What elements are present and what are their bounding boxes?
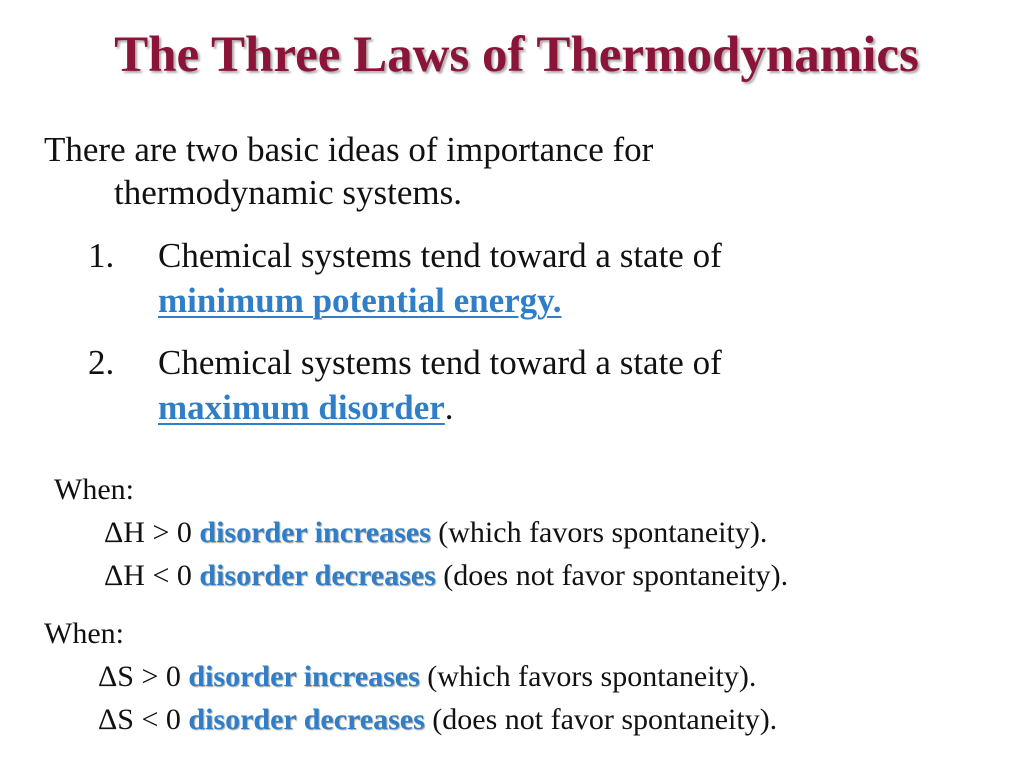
intro-line-1: There are two basic ideas of importance for [44, 130, 654, 169]
intro-line-2: thermodynamic systems. [114, 173, 463, 212]
condition-expression: ΔH < 0 [104, 559, 192, 592]
condition-row [54, 511, 788, 554]
condition-note: (does not favor spontaneity). [432, 703, 778, 736]
slide-title: The Three Laws of Thermodynamics [114, 27, 919, 83]
condition-keyword: disorder decreases [188, 703, 425, 736]
list-item-statement: Chemical systems tend toward a state of [158, 343, 722, 382]
list-number: 2. [88, 343, 115, 382]
condition-row [54, 554, 788, 597]
intro-paragraph [44, 128, 944, 214]
condition-expression: ΔS > 0 [98, 660, 181, 693]
when-heading: When: [44, 617, 124, 650]
condition-expression: ΔS < 0 [98, 703, 181, 736]
condition-note: (which favors spontaneity). [427, 660, 757, 693]
list-item-text [158, 233, 978, 323]
list-item-suffix: . [444, 388, 454, 427]
condition-keyword: disorder increases [199, 516, 431, 549]
emphasis-maximum-disorder: maximum disorder [158, 388, 445, 427]
emphasis-minimum-potential-energy: minimum potential energy. [158, 281, 562, 320]
entropy-when-block [44, 612, 777, 741]
condition-row [44, 655, 777, 698]
list-item-text [158, 340, 978, 430]
when-heading: When: [54, 473, 134, 506]
condition-row [44, 698, 777, 741]
condition-expression: ΔH > 0 [104, 516, 192, 549]
condition-note: (which favors spontaneity). [438, 516, 768, 549]
condition-note: (does not favor spontaneity). [443, 559, 789, 592]
list-item-statement: Chemical systems tend toward a state of [158, 236, 722, 275]
list-number: 1. [88, 236, 115, 275]
condition-keyword: disorder increases [188, 660, 420, 693]
enthalpy-when-block [54, 468, 788, 597]
condition-keyword: disorder decreases [199, 559, 436, 592]
